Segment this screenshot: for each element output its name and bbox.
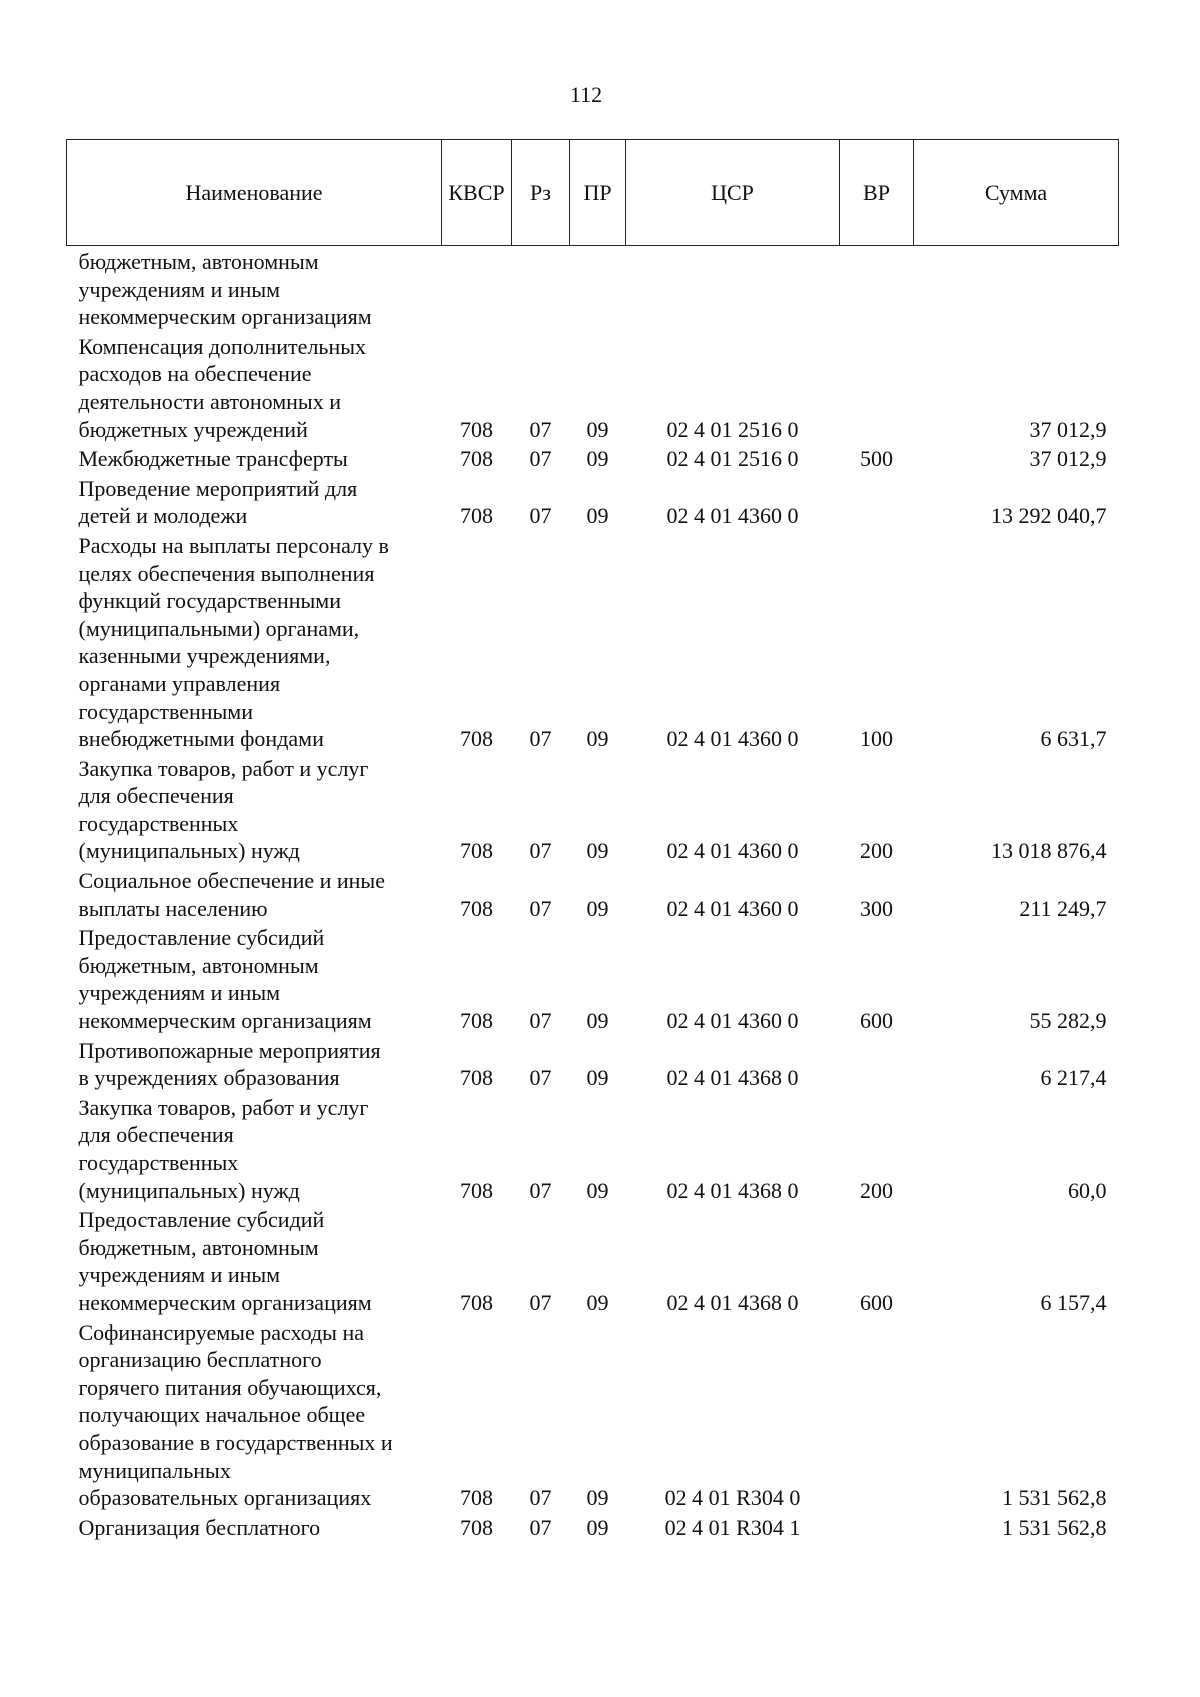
row-sum: 37 012,9 [1029, 446, 1107, 472]
row-vr [840, 1512, 914, 1542]
table-row [67, 1317, 1119, 1512]
row-name: Расходы на выплаты персоналу в целях обеспечения выполнения функций государственными (муниципальными) органами, казенными учреждениями, органами управления государственными внебюджетными фондами [78, 532, 389, 752]
row-kvsr: 708 [460, 895, 493, 921]
page-number: 112 [569, 82, 603, 107]
row-csr: 02 4 01 4368 0 [666, 1177, 799, 1203]
row-name: Предоставление субсидий бюджетным, автономным учреждениям и иным некоммерческим организациям [78, 925, 372, 1034]
header-rz: Рз [512, 140, 570, 246]
row-pr: 09 [586, 726, 609, 752]
header-pr: ПР [570, 140, 626, 246]
row-csr: 02 4 01 2516 0 [666, 446, 799, 472]
row-rz: 07 [529, 1289, 552, 1315]
row-name: Софинансируемые расходы на организацию бесплатного горячего питания обучающихся, получающих начальное общее образование в государственных и муниципальных образовательных организациях [78, 1319, 393, 1511]
row-pr: 09 [586, 838, 609, 864]
table-row [67, 1035, 1119, 1092]
header-sum: Сумма [914, 140, 1119, 246]
row-pr: 09 [586, 446, 609, 472]
row-sum: 60,0 [1068, 1177, 1107, 1203]
row-kvsr [442, 246, 512, 331]
row-sum: 6 157,4 [1040, 1289, 1107, 1315]
row-kvsr: 708 [460, 726, 493, 752]
row-kvsr: 708 [460, 1065, 493, 1091]
row-vr: 600 [860, 1008, 893, 1034]
row-csr: 02 4 01 4360 0 [666, 895, 799, 921]
table-row [67, 443, 1119, 473]
row-name: Компенсация дополнительных расходов на обеспечение деятельности автономных и бюджетных учреждений [78, 333, 367, 442]
row-csr: 02 4 01 4360 0 [666, 726, 799, 752]
table-row [67, 753, 1119, 865]
budget-table [66, 139, 1119, 1541]
row-name: Закупка товаров, работ и услуг для обеспечения государственных (муниципальных) нужд [78, 755, 369, 864]
row-rz: 07 [529, 1008, 552, 1034]
row-rz: 07 [529, 416, 552, 442]
row-name: Закупка товаров, работ и услуг для обеспечения государственных (муниципальных) нужд [78, 1094, 369, 1203]
row-pr: 09 [586, 1008, 609, 1034]
row-csr: 02 4 01 4368 0 [666, 1289, 799, 1315]
row-pr: 09 [586, 416, 609, 442]
row-kvsr: 708 [460, 838, 493, 864]
table-row [67, 922, 1119, 1034]
row-kvsr: 708 [460, 1485, 493, 1511]
row-vr: 200 [860, 838, 893, 864]
row-name: Межбюджетные трансферты [78, 446, 348, 472]
row-vr [840, 473, 914, 530]
row-pr: 09 [586, 503, 609, 529]
row-sum: 211 249,7 [1019, 895, 1107, 921]
row-rz: 07 [529, 1514, 552, 1540]
header-csr: ЦСР [626, 140, 840, 246]
table-row [67, 246, 1119, 331]
table-row [67, 1512, 1119, 1542]
row-kvsr: 708 [460, 1289, 493, 1315]
row-kvsr: 708 [460, 1514, 493, 1540]
row-rz: 07 [529, 1485, 552, 1511]
row-vr: 200 [860, 1177, 893, 1203]
row-sum: 6 631,7 [1040, 726, 1107, 752]
row-vr [840, 246, 914, 331]
row-csr: 02 4 01 4360 0 [666, 838, 799, 864]
row-name: Организация бесплатного [78, 1514, 321, 1540]
row-rz: 07 [529, 1177, 552, 1203]
row-kvsr: 708 [460, 416, 493, 442]
row-rz: 07 [529, 1065, 552, 1091]
row-pr [570, 246, 626, 331]
row-kvsr: 708 [460, 503, 493, 529]
row-vr: 500 [860, 446, 893, 472]
table-row [67, 473, 1119, 530]
row-pr: 09 [586, 1514, 609, 1540]
row-csr: 02 4 01 2516 0 [666, 416, 799, 442]
row-csr: 02 4 01 4360 0 [666, 503, 799, 529]
table-row [67, 1204, 1119, 1316]
row-pr: 09 [586, 895, 609, 921]
row-kvsr: 708 [460, 446, 493, 472]
row-name: Социальное обеспечение и иные выплаты населению [78, 868, 385, 921]
header-name: Наименование [67, 140, 442, 246]
row-sum: 1 531 562,8 [1002, 1514, 1107, 1540]
row-pr: 09 [586, 1177, 609, 1203]
row-sum: 6 217,4 [1040, 1065, 1107, 1091]
row-name: Противопожарные мероприятия в учреждениях образования [78, 1037, 381, 1091]
row-csr: 02 4 01 R304 1 [664, 1514, 801, 1540]
row-rz: 07 [529, 446, 552, 472]
row-sum: 37 012,9 [1029, 416, 1107, 442]
row-rz: 07 [529, 726, 552, 752]
row-pr: 09 [586, 1289, 609, 1315]
row-csr [626, 246, 840, 331]
row-csr: 02 4 01 4368 0 [666, 1065, 799, 1091]
row-vr: 100 [860, 726, 893, 752]
table-row [67, 530, 1119, 753]
row-vr [840, 331, 914, 443]
budget-table-container [66, 139, 1118, 1541]
row-sum: 13 018 876,4 [991, 838, 1107, 864]
row-pr: 09 [586, 1485, 609, 1511]
row-sum [914, 246, 1119, 331]
row-kvsr: 708 [460, 1008, 493, 1034]
row-rz: 07 [529, 503, 552, 529]
table-row [67, 1092, 1119, 1204]
table-header [67, 140, 1119, 246]
row-vr [840, 1317, 914, 1512]
row-sum: 55 282,9 [1029, 1008, 1107, 1034]
row-vr: 300 [860, 895, 893, 921]
table-body [67, 246, 1119, 1542]
row-kvsr: 708 [460, 1177, 493, 1203]
row-sum: 1 531 562,8 [1002, 1485, 1107, 1511]
row-sum: 13 292 040,7 [991, 503, 1107, 529]
header-vr: ВР [840, 140, 914, 246]
row-rz: 07 [529, 895, 552, 921]
row-rz: 07 [529, 838, 552, 864]
table-row [67, 331, 1119, 443]
table-row [67, 865, 1119, 922]
row-name: бюджетным, автономным учреждениям и иным некоммерческим организациям [78, 249, 372, 330]
row-name: Предоставление субсидий бюджетным, автономным учреждениям и иным некоммерческим организациям [78, 1207, 372, 1315]
header-kvsr: КВСР [442, 140, 512, 246]
row-rz [512, 246, 570, 331]
row-vr [840, 1035, 914, 1092]
row-vr: 600 [860, 1289, 893, 1315]
row-name: Проведение мероприятий для детей и молодежи [78, 475, 358, 529]
row-pr: 09 [586, 1065, 609, 1091]
row-csr: 02 4 01 4360 0 [666, 1008, 799, 1034]
row-csr: 02 4 01 R304 0 [664, 1485, 801, 1511]
